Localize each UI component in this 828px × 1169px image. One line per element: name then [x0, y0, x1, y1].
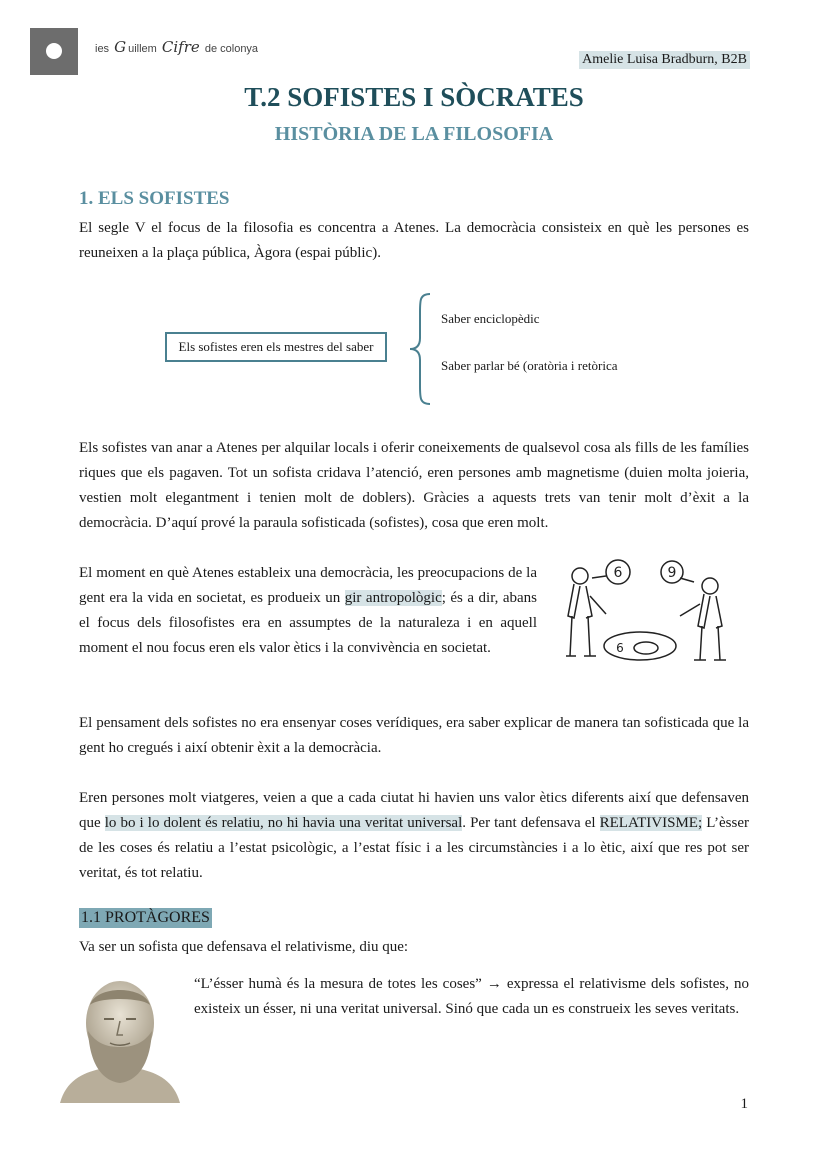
- highlight-relativisme: RELATIVISME;: [599, 815, 703, 831]
- paragraph-protagores-intro: Va ser un sofista que defensava el relativisme, diu que:: [79, 939, 409, 955]
- bubble-six: 6: [613, 565, 623, 581]
- floor-six: 6: [616, 641, 624, 655]
- paragraph-gir-antropologic: El moment en què Atenes estableix una democràcia, les preocupacions de la gent era la vida en societat, es produeix un gir antropològic; és a dir, abans el focus dels filosofistes era en assumptes de la naturaleza i en aquell moment el nou focus eren els valor ètics i la convivència en societat.: [79, 565, 537, 656]
- bubble-nine: 9: [667, 565, 677, 581]
- author-badge: Amelie Luisa Bradburn, B2B: [579, 51, 750, 69]
- diagram-item-2: Saber parlar bé (oratòria i retòrica: [441, 358, 618, 373]
- highlight-gir-antropologic: gir antropològic: [344, 590, 442, 606]
- section-heading-sofistes: 1. ELS SOFISTES: [79, 188, 230, 209]
- school-logo: [30, 28, 78, 75]
- page-title: T.2 SOFISTES I SÒCRATES: [244, 82, 584, 112]
- paragraph-pensament: El pensament dels sofistes no era ensenyar coses verídiques, era saber explicar de manera tan sofisticada que la gent ho cregués i així obtenir èxit a la democràcia.: [79, 715, 749, 756]
- logo-sun-icon: [46, 43, 62, 59]
- section-heading-protagores: 1.1 PROTÀGORES: [81, 909, 210, 926]
- curly-brace-icon: [408, 292, 438, 406]
- diagram-item-1: Saber enciclopèdic: [441, 311, 540, 326]
- page-subtitle: HISTÒRIA DE LA FILOSOFIA: [274, 123, 554, 145]
- protagores-quote: “L’ésser humà és la mesura de totes les coses” → expressa el relativisme dels sofistes, no existeix un ésser, ni una veritat universal. Sinó que cada un es construeix les seves veritats.: [194, 976, 749, 1017]
- school-name: ies G uillem Cifre de colonya: [95, 38, 259, 56]
- six-nine-illustration: [560, 556, 730, 666]
- diagram-box: Els sofistes eren els mestres del saber: [165, 332, 387, 362]
- paragraph-intro: El segle V el focus de la filosofia es concentra a Atenes. La democràcia consisteix en què les persones es reuneixen a la plaça pública, Àgora (espai públic).: [79, 220, 749, 261]
- paragraph-sofistes-atenes: Els sofistes van anar a Atenes per alquilar locals i oferir coneixements de qualsevol cosa als fills de les famílies riques que els pagaven. Tot un sofista cridava l’atenció, eren persones amb magnetisme (duien molta joieria, vestien molt elegantment i tenien molt de doblers). Gràcies a aquests trets van tenir molt d’èxit a la democràcia. D’aquí prové la paraula sofisticada (sofistes), cosa que eren molt.: [79, 440, 749, 531]
- protagores-bust-image: [60, 971, 180, 1103]
- highlight-relativitat: lo bo i lo dolent és relatiu, no hi havia una veritat universal: [104, 815, 463, 831]
- logo-script-guillem: G: [114, 38, 127, 56]
- paragraph-relativisme: Eren persones molt viatgeres, veien a que a cada ciutat hi havien uns valor ètics diferents així que defensaven que lo bo i lo dolent és relatiu, no hi havia una veritat universal. Per tant defensava el RELATIVISME; L’èsser de les coses és relatiu a l’estat psicològic, a l’estat físic i a les circumstàncies i a lo ètic, així que res pot ser veritat, és tot relatiu.: [79, 790, 749, 881]
- logo-script-cifre: Cifre: [161, 38, 200, 56]
- page-number: 1: [740, 1096, 748, 1112]
